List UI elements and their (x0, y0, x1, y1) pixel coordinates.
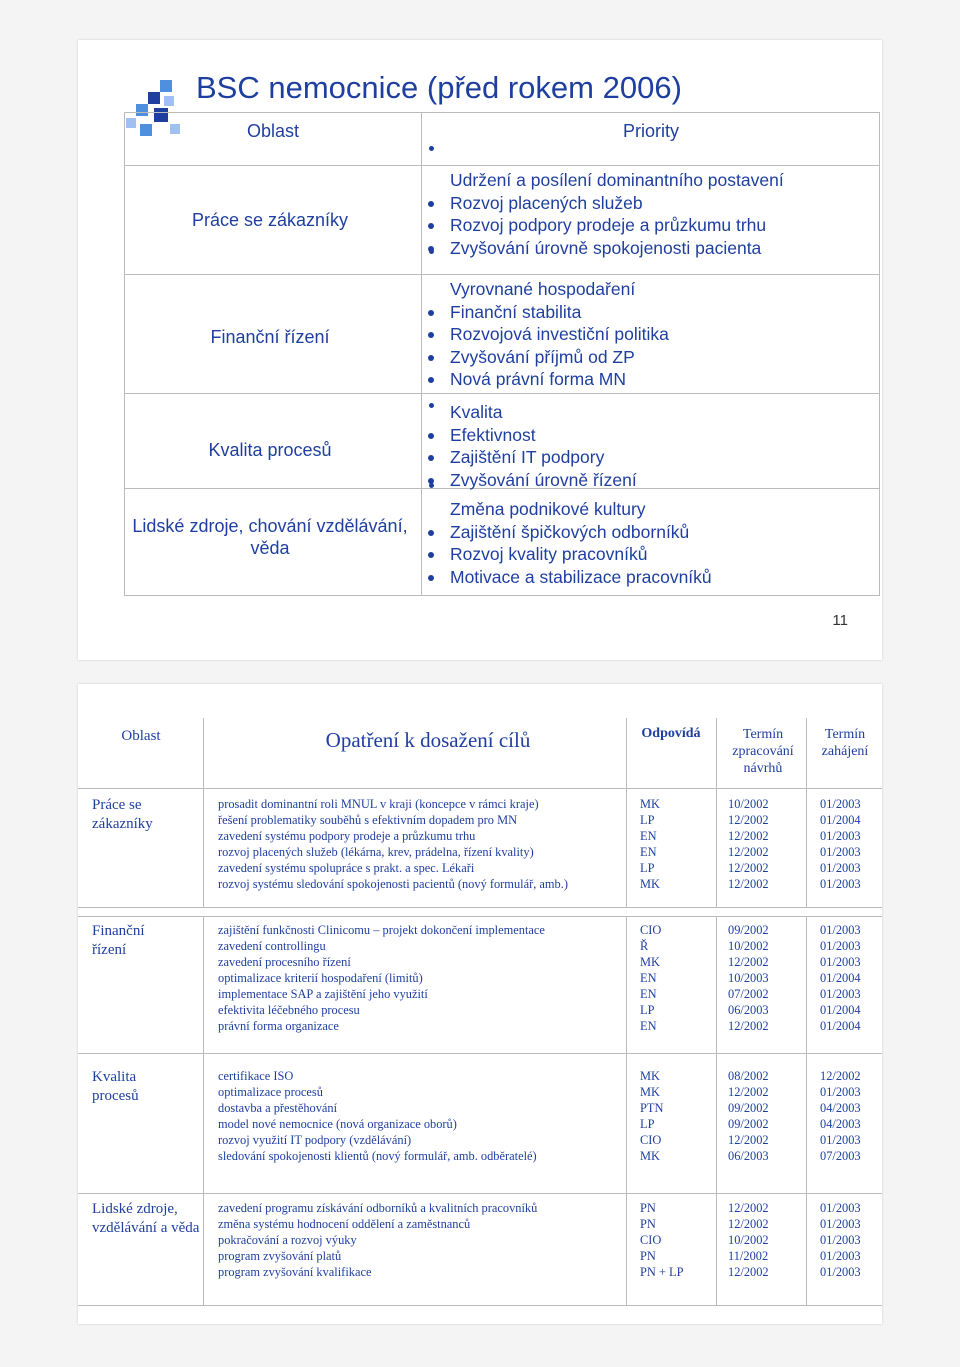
measures-list (218, 796, 568, 892)
cell: 01/2003 (820, 1233, 861, 1247)
area-human-resources: Lidské zdroje, chování vzdělávání, věda (132, 516, 408, 558)
cell: 12/2002 (728, 1217, 769, 1231)
priority-list-customers (425, 169, 784, 259)
cell: PTN (640, 1101, 664, 1115)
table-row: implementace SAP a zajištění jeho využití (218, 987, 428, 1001)
area-processes: Kvalita procesů (208, 440, 332, 460)
list-item: Efektivnost (425, 424, 637, 447)
cell: Ř (640, 939, 649, 953)
cell: 12/2002 (728, 1265, 769, 1279)
cell: 12/2002 (728, 829, 769, 843)
proposal-deadline-list (728, 1068, 769, 1164)
cell: 01/2003 (820, 861, 861, 875)
table-row: sledování spokojenosti klientů (nový formulář, amb. odběratelé) (218, 1149, 537, 1163)
cell: 01/2003 (820, 1265, 861, 1279)
cell: LP (640, 1117, 655, 1131)
start-date-list (820, 1068, 861, 1164)
cell: 12/2002 (728, 813, 769, 827)
cell: 01/2003 (820, 1217, 861, 1231)
list-item: Finanční stabilita (425, 301, 669, 324)
area-label: Lidské zdroje, vzdělávání a věda (92, 1201, 200, 1236)
cell: 01/2003 (820, 797, 861, 811)
table-row: optimalizace kriterií hospodaření (limitů) (218, 971, 423, 985)
cell: 12/2002 (728, 861, 769, 875)
table-row: zavedení procesního řízení (218, 955, 351, 969)
cell: PN (640, 1217, 656, 1231)
area-label: Práce se zákazníky (92, 797, 153, 832)
list-item: Kvalita (450, 402, 503, 422)
header-priority: Priority (622, 121, 679, 141)
cell: 04/2003 (820, 1101, 861, 1115)
section-human-resources (78, 1194, 882, 1306)
header-responsible: Odpovídá (641, 726, 701, 741)
proposal-deadline-list (728, 1200, 769, 1280)
cell: MK (640, 797, 660, 811)
table-row: optimalizace procesů (218, 1085, 323, 1099)
cell: MK (640, 1149, 660, 1163)
cell: EN (640, 987, 657, 1001)
cell: 01/2003 (820, 1085, 861, 1099)
cell: 01/2003 (820, 829, 861, 843)
list-item: Rozvoj podpory prodeje a průzkumu trhu (425, 214, 784, 237)
cell: CIO (640, 923, 662, 937)
section-processes (78, 1054, 882, 1194)
cell: 12/2002 (728, 1133, 769, 1147)
cell: MK (640, 1085, 660, 1099)
cell: 12/2002 (728, 877, 769, 891)
cell: 01/2003 (820, 845, 861, 859)
cell: LP (640, 1003, 655, 1017)
table-row: model nové nemocnice (nová organizace oborů) (218, 1117, 457, 1131)
list-item: Zvyšování úrovně spokojenosti pacienta (425, 237, 784, 260)
cell: 01/2003 (820, 939, 861, 953)
cell: EN (640, 971, 657, 985)
priority-list-processes (425, 401, 637, 491)
cell: 12/2002 (728, 845, 769, 859)
cell: 12/2002 (728, 1019, 769, 1033)
bsc-table (124, 112, 880, 596)
table-row: rozvoj využití IT podpory (vzdělávání) (218, 1133, 412, 1147)
section-customers (78, 788, 882, 908)
list-item: Změna podnikové kultury (450, 499, 646, 519)
table-row: efektivita léčebného procesu (218, 1003, 360, 1017)
cell: LP (640, 861, 655, 875)
cell: 09/2002 (728, 923, 769, 937)
header-area: Oblast (121, 728, 161, 744)
table-row: program zvyšování kvalifikace (218, 1265, 372, 1279)
cell: 12/2002 (728, 955, 769, 969)
list-item: Zajištění špičkových odborníků (425, 521, 712, 544)
proposal-deadline-list (728, 796, 769, 892)
cell: 01/2003 (820, 955, 861, 969)
proposal-deadline-list (728, 922, 769, 1034)
cell: 01/2003 (820, 923, 861, 937)
area-finance: Finanční řízení (210, 327, 330, 347)
cell: MK (640, 877, 660, 891)
table-row: právní forma organizace (218, 1019, 339, 1033)
list-item: Rozvoj placených služeb (425, 192, 784, 215)
list-item: Zvyšování úrovně řízení (425, 469, 637, 492)
table-row: zavedení controllingu (218, 939, 326, 953)
table-row: zavedení systému spolupráce s prakt. a spec. Lékaři (218, 861, 475, 875)
slide-measures-table (78, 684, 882, 1324)
measures-list (218, 922, 545, 1034)
page-number: 11 (832, 612, 848, 629)
responsible-list (640, 1200, 683, 1280)
cell: 09/2002 (728, 1117, 769, 1131)
table-row: rozvoj placených služeb (lékárna, krev, prádelna, řízení kvality) (218, 845, 534, 859)
list-item: Rozvoj kvality pracovníků (425, 543, 712, 566)
table-row: certifikace ISO (218, 1069, 294, 1083)
table-row: zajištění funkčnosti Clinicomu – projekt dokončení implementace (218, 923, 545, 937)
area-label: Finanční řízení (92, 923, 145, 958)
table-row: zavedení programu získávání odborníků a kvalitních pracovníků (218, 1201, 538, 1215)
start-date-list (820, 796, 861, 892)
cell: 12/2002 (728, 1085, 769, 1099)
cell: PN (640, 1201, 656, 1215)
responsible-list (640, 922, 661, 1034)
cell: 06/2003 (728, 1149, 769, 1163)
table-row: zavedení systému podpory prodeje a průzkumu trhu (218, 829, 476, 843)
cell: EN (640, 845, 657, 859)
priority-list-human-resources (425, 498, 712, 588)
cell: 09/2002 (728, 1101, 769, 1115)
responsible-list (640, 1068, 663, 1164)
cell: CIO (640, 1233, 662, 1247)
slide-bsc-priorities (78, 40, 882, 660)
area-label: Kvalita procesů (92, 1069, 139, 1104)
cell: 01/2003 (820, 1201, 861, 1215)
header-measures: Opatření k dosažení cílů (325, 728, 531, 752)
cell: EN (640, 829, 657, 843)
cell: 04/2003 (820, 1117, 861, 1131)
measures-list (218, 1200, 537, 1280)
list-item: Nová právní forma MN (425, 368, 669, 391)
cell: CIO (640, 1133, 662, 1147)
cell: LP (640, 813, 655, 827)
header-proposal-deadline: Termín zpracování návrhů (732, 727, 794, 776)
start-date-list (820, 1200, 861, 1280)
cell: 10/2003 (728, 971, 769, 985)
cell: 01/2003 (820, 1133, 861, 1147)
cell: PN (640, 1249, 656, 1263)
cell: 01/2004 (820, 1019, 861, 1033)
table-row: program zvyšování platů (218, 1249, 342, 1263)
start-date-list (820, 922, 861, 1034)
header-start-date: Termín zahájení (821, 727, 869, 759)
table-row: rozvoj systému sledování spokojenosti pacientů (nový formulář, amb.) (218, 877, 568, 891)
cell: PN + LP (640, 1265, 684, 1279)
section-finance (78, 916, 882, 1054)
header-area: Oblast (246, 121, 300, 141)
responsible-list (640, 796, 660, 892)
list-item: Zvyšování příjmů od ZP (425, 346, 669, 369)
cell: 01/2003 (820, 1249, 861, 1263)
area-customers: Práce se zákazníky (191, 210, 349, 230)
list-item: Zajištění IT podpory (425, 446, 637, 469)
table-row: změna systému hodnocení oddělení a zaměstnanců (218, 1217, 471, 1231)
cell: 10/2002 (728, 1233, 769, 1247)
measures-list (218, 1068, 537, 1164)
cell: 10/2002 (728, 797, 769, 811)
cell: 11/2002 (728, 1249, 769, 1263)
cell: 08/2002 (728, 1069, 769, 1083)
cell: 06/2003 (728, 1003, 769, 1017)
cell: 07/2003 (820, 1149, 861, 1163)
cell: MK (640, 1069, 660, 1083)
cell: 01/2004 (820, 813, 861, 827)
cell: 10/2002 (728, 939, 769, 953)
list-item: Rozvojová investiční politika (425, 323, 669, 346)
slide-title: BSC nemocnice (před rokem 2006) (196, 70, 682, 105)
cell: 01/2003 (820, 987, 861, 1001)
cell: 01/2003 (820, 877, 861, 891)
table-row: dostavba a přestěhování (218, 1101, 338, 1115)
list-item: Udržení a posílení dominantního postavení (450, 170, 784, 190)
cell: 12/2002 (728, 1201, 769, 1215)
cell: 07/2002 (728, 987, 769, 1001)
table-row: prosadit dominantní roli MNUL v kraji (koncepce v rámci kraje) (218, 797, 539, 811)
table-row: řešení problematiky souběhů s efektivním dopadem pro MN (218, 813, 518, 827)
priority-list-finance (425, 278, 669, 391)
cell: MK (640, 955, 660, 969)
cell: 12/2002 (820, 1069, 861, 1083)
cell: 01/2004 (820, 1003, 861, 1017)
cell: 01/2004 (820, 971, 861, 985)
cell: EN (640, 1019, 657, 1033)
table-row: pokračování a rozvoj výuky (218, 1233, 357, 1247)
list-item: Vyrovnané hospodaření (450, 279, 636, 299)
list-item: Motivace a stabilizace pracovníků (425, 566, 712, 589)
